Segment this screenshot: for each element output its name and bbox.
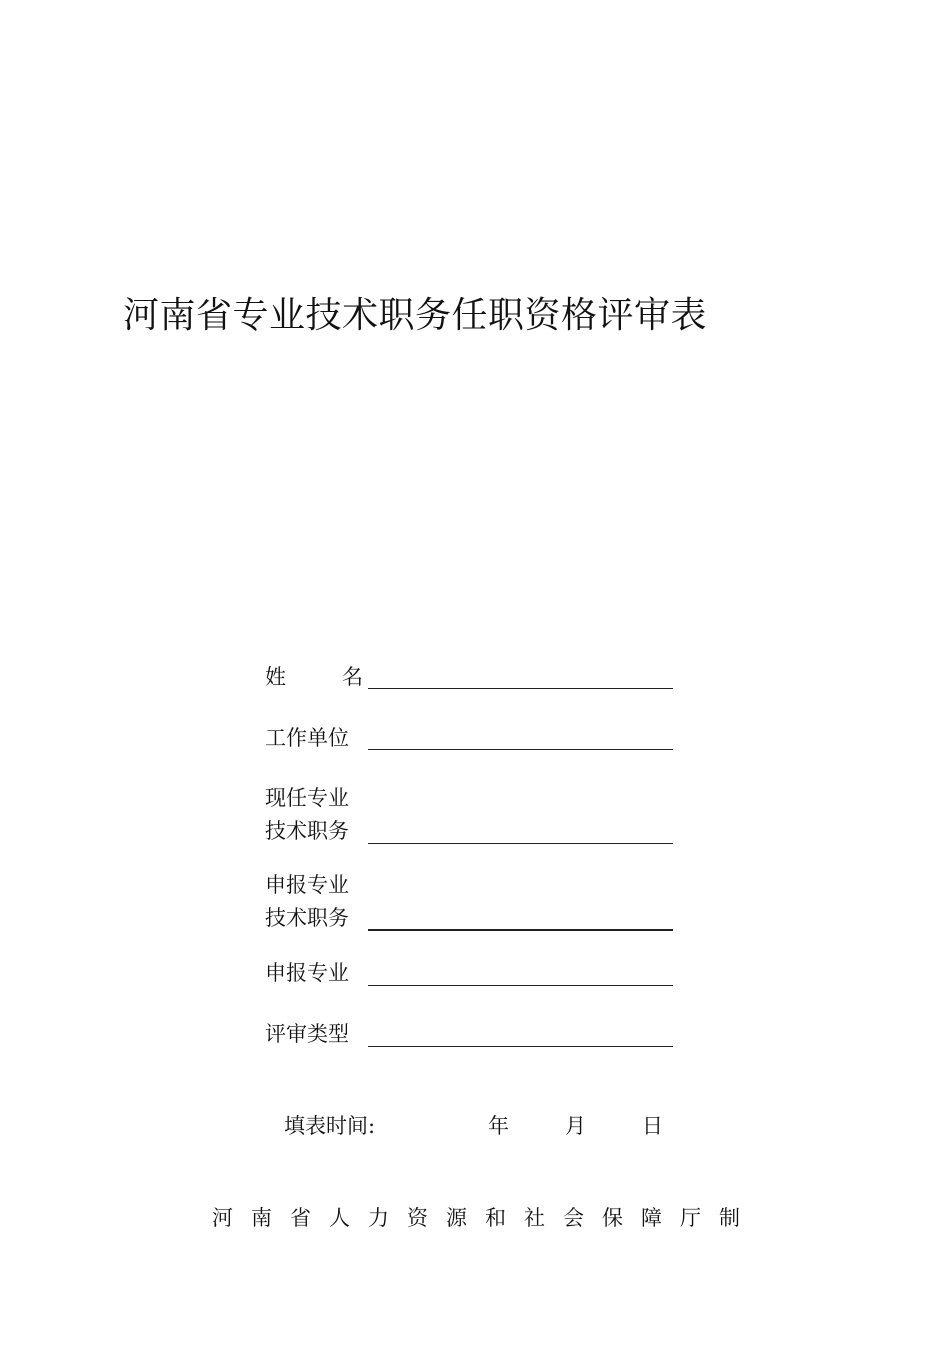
name-label-char: 名 [342,665,363,689]
fill-date-year-label: 年 [488,1114,509,1138]
work-unit-field[interactable] [368,749,673,750]
name-label-text [265,661,363,694]
applied-title-label-line1: 申报专业 [265,873,349,897]
fill-date-month-label: 月 [565,1114,586,1138]
review-type-field[interactable] [368,1046,673,1047]
current-title-label-line2: 技术职务 [265,819,349,843]
current-title-label-line1: 现任专业 [265,786,349,810]
issuing-authority: 河南省人力资源和社会保障厅制 [212,1206,758,1230]
fill-date-label: 填表时间: [284,1114,376,1138]
form-title: 河南省专业技术职务任职资格评审表 [123,295,708,336]
applied-major-field[interactable] [368,985,673,986]
applied-title-field[interactable] [368,929,673,931]
applied-title-label-line2: 技术职务 [265,906,349,930]
applied-major-label: 申报专业 [265,961,349,985]
work-unit-label: 工作单位 [265,726,349,750]
name-label-char: 姓 [265,665,286,689]
current-title-field[interactable] [368,843,673,844]
name-label [265,661,363,694]
fill-date-day-label: 日 [642,1114,663,1138]
name-field[interactable] [368,688,673,689]
review-type-label: 评审类型 [265,1022,349,1046]
